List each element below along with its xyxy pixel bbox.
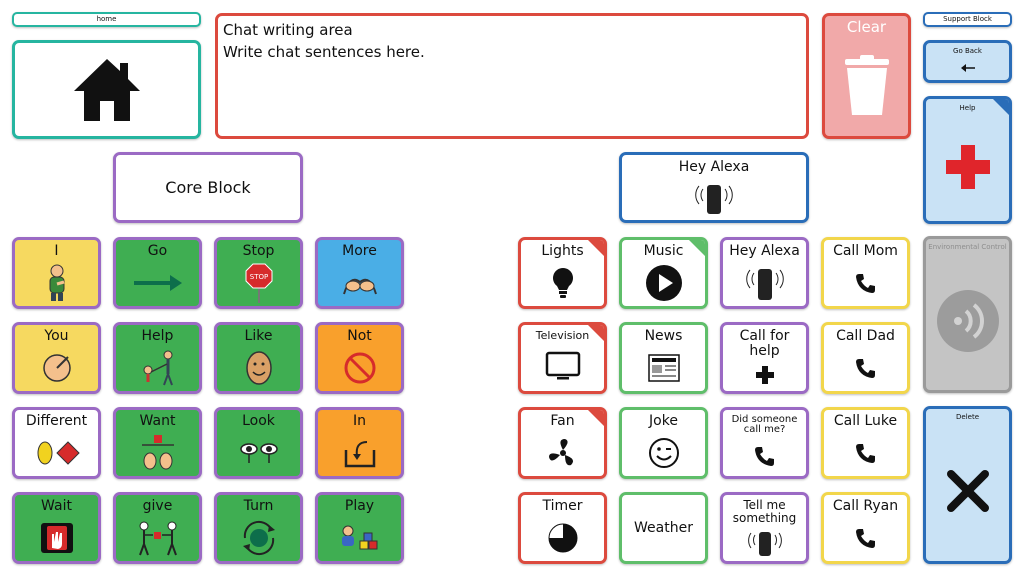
right-tile-did-someone-call-me[interactable] xyxy=(720,407,809,479)
tile-label: Music xyxy=(643,243,684,259)
folder-corner xyxy=(588,325,604,341)
trash-icon xyxy=(825,35,908,136)
folder-corner xyxy=(588,410,604,426)
hey-alexa-button[interactable] xyxy=(619,152,809,223)
tile-label: Did someone call me? xyxy=(731,414,798,435)
hands-reaching-icon xyxy=(116,429,199,476)
smart-speaker-icon xyxy=(723,259,806,306)
tile-label: Help xyxy=(141,328,174,344)
tile-label: Timer xyxy=(542,498,583,514)
prohibited-icon xyxy=(318,344,401,391)
core-tile-like[interactable] xyxy=(214,322,303,394)
stop-hand-icon xyxy=(15,514,98,561)
core-tile-i[interactable] xyxy=(12,237,101,309)
eyes-icon xyxy=(217,429,300,476)
hand-pointing-icon xyxy=(15,344,98,391)
core-tile-look[interactable] xyxy=(214,407,303,479)
timer-pie-icon xyxy=(521,514,604,561)
right-tile-call-for-help[interactable] xyxy=(720,322,809,394)
television-icon xyxy=(521,341,604,391)
core-tile-you[interactable] xyxy=(12,322,101,394)
phone-icon xyxy=(824,259,907,306)
tile-label: Play xyxy=(344,498,375,514)
core-tile-more[interactable] xyxy=(315,237,404,309)
right-tile-call-dad[interactable] xyxy=(821,322,910,394)
child-playing-icon xyxy=(318,514,401,561)
help-button[interactable] xyxy=(923,96,1012,224)
right-tile-weather[interactable] xyxy=(619,492,708,564)
core-tile-wait[interactable] xyxy=(12,492,101,564)
go-back-label: Go Back xyxy=(953,47,982,55)
tile-label: Hey Alexa xyxy=(729,243,800,259)
people-giving-icon xyxy=(116,514,199,561)
right-tile-call-ryan[interactable] xyxy=(821,492,910,564)
support-block-label xyxy=(923,12,1012,27)
tile-label: In xyxy=(352,413,366,429)
core-tile-turn[interactable] xyxy=(214,492,303,564)
right-tile-music[interactable] xyxy=(619,237,708,309)
tile-label: More xyxy=(342,243,377,259)
tile-label: News xyxy=(644,328,683,344)
newspaper-icon xyxy=(622,344,705,391)
tile-label: Go xyxy=(147,243,168,259)
phone-icon xyxy=(824,514,907,561)
delete-label: Delete xyxy=(956,413,979,421)
winking-face-icon xyxy=(622,429,705,476)
right-tile-television[interactable] xyxy=(518,322,607,394)
shapes-different-icon xyxy=(15,429,98,476)
environmental-control-button[interactable] xyxy=(923,236,1012,393)
tile-label: Want xyxy=(139,413,176,429)
environmental-control-label: Environmental Control xyxy=(928,243,1007,251)
into-box-icon xyxy=(318,429,401,476)
right-tile-call-luke[interactable] xyxy=(821,407,910,479)
plus-cross-icon xyxy=(723,359,806,391)
tile-label: Different xyxy=(25,413,88,429)
stop-sign-icon xyxy=(217,259,300,306)
go-back-button[interactable] xyxy=(923,40,1012,83)
right-tile-joke[interactable] xyxy=(619,407,708,479)
folder-corner xyxy=(689,240,705,256)
tile-label: Call Ryan xyxy=(832,498,899,514)
tile-label: Joke xyxy=(649,413,678,429)
rotate-icon xyxy=(217,514,300,561)
core-tile-help[interactable] xyxy=(113,322,202,394)
hands-more-sign-icon xyxy=(318,259,401,306)
core-tile-not[interactable] xyxy=(315,322,404,394)
home-button[interactable] xyxy=(12,40,201,139)
smiling-face-icon xyxy=(217,344,300,391)
smart-speaker-icon xyxy=(723,525,806,561)
right-tile-news[interactable] xyxy=(619,322,708,394)
tile-label: Not xyxy=(347,328,372,344)
red-cross-icon xyxy=(926,112,1009,221)
chat-line-1: Chat writing area xyxy=(223,21,353,39)
core-tile-give[interactable] xyxy=(113,492,202,564)
tile-label: Call Luke xyxy=(833,413,898,429)
tile-label: Look xyxy=(242,413,275,429)
arrow-left-icon xyxy=(926,55,1009,80)
home-label: home xyxy=(96,15,117,23)
delete-button[interactable] xyxy=(923,406,1012,564)
clear-label: Clear xyxy=(846,18,887,36)
folder-corner xyxy=(588,240,604,256)
tile-label: Turn xyxy=(243,498,274,514)
tile-label: Wait xyxy=(41,498,72,514)
tile-label: Weather xyxy=(634,519,693,536)
phone-icon xyxy=(723,435,806,476)
right-tile-tell-me-something[interactable] xyxy=(720,492,809,564)
core-tile-go[interactable] xyxy=(113,237,202,309)
core-tile-want[interactable] xyxy=(113,407,202,479)
core-tile-in[interactable] xyxy=(315,407,404,479)
phone-icon xyxy=(824,344,907,391)
clear-button[interactable] xyxy=(822,13,911,139)
wireless-signal-icon xyxy=(926,251,1009,390)
tile-label: Tell me something xyxy=(732,498,797,525)
stop-sign-text: STOP xyxy=(249,272,268,281)
right-tile-call-mom[interactable] xyxy=(821,237,910,309)
hey-alexa-label: Hey Alexa xyxy=(678,159,750,175)
right-tile-hey-alexa[interactable] xyxy=(720,237,809,309)
tile-label: Fan xyxy=(550,413,575,429)
people-helping-icon xyxy=(116,344,199,391)
home-label-bar xyxy=(12,12,201,27)
play-icon xyxy=(622,259,705,306)
folder-corner xyxy=(993,99,1009,115)
chat-line-2: Write chat sentences here. xyxy=(223,43,425,61)
help-label: Help xyxy=(959,104,976,112)
support-block-text: Support Block xyxy=(943,15,992,23)
arrow-right-icon xyxy=(116,259,199,306)
light-bulb-icon xyxy=(521,259,604,306)
core-tile-different[interactable] xyxy=(12,407,101,479)
tile-label: give xyxy=(142,498,173,514)
core-tile-stop[interactable] xyxy=(214,237,303,309)
close-icon xyxy=(926,421,1009,561)
smart-speaker-icon xyxy=(622,175,806,220)
tile-label: Television xyxy=(535,329,590,342)
core-block-label: Core Block xyxy=(165,178,251,197)
tile-label: You xyxy=(44,328,69,344)
right-tile-fan[interactable] xyxy=(518,407,607,479)
tile-label: Call for help xyxy=(739,328,790,359)
core-block-button[interactable] xyxy=(113,152,303,223)
tile-label: Like xyxy=(244,328,273,344)
phone-icon xyxy=(824,429,907,476)
tile-label: I xyxy=(54,243,59,259)
tile-label: Call Mom xyxy=(833,243,898,259)
core-tile-play[interactable] xyxy=(315,492,404,564)
right-tile-lights[interactable] xyxy=(518,237,607,309)
person-pointing-self-icon xyxy=(15,259,98,306)
tile-label: Call Dad xyxy=(836,328,895,344)
right-tile-timer[interactable] xyxy=(518,492,607,564)
house-icon xyxy=(15,43,198,136)
tile-label: Lights xyxy=(541,243,584,259)
chat-writing-area[interactable] xyxy=(215,13,809,139)
fan-icon xyxy=(521,429,604,476)
tile-label: Stop xyxy=(242,243,275,259)
